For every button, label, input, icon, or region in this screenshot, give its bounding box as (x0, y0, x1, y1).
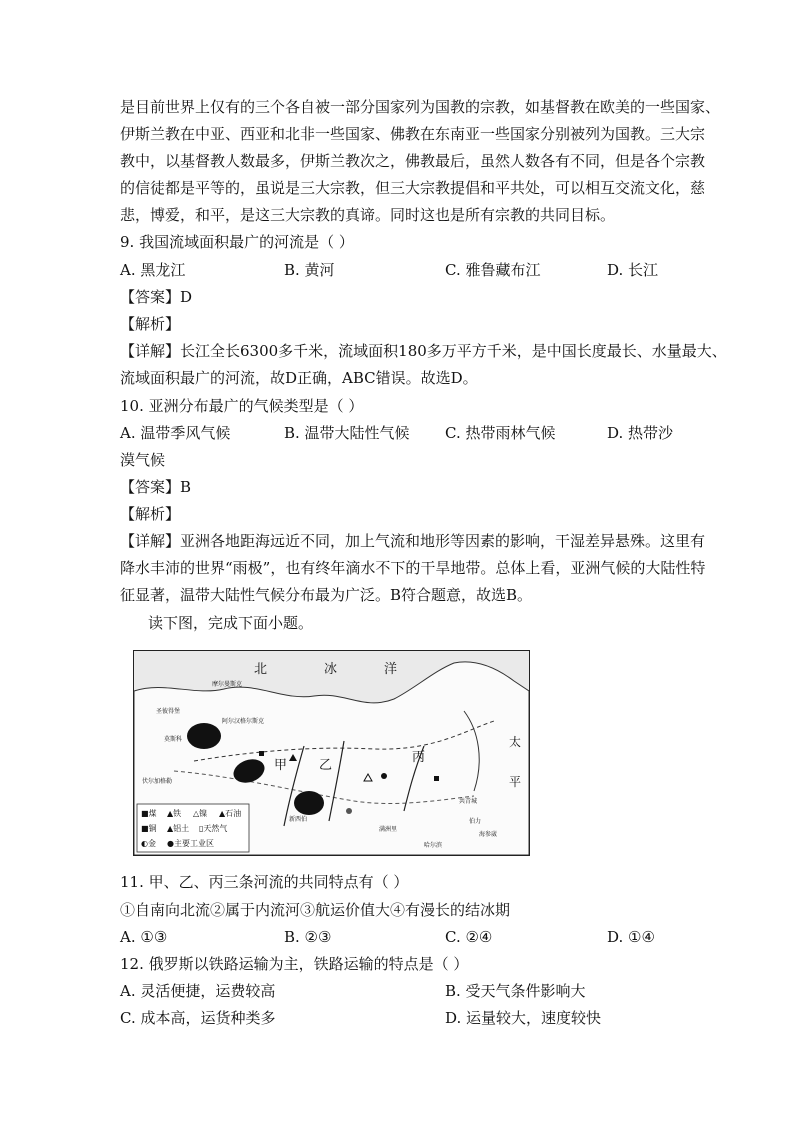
place-label-novosibirsk: 新西伯 (289, 816, 308, 823)
q11-option-b[interactable]: B. ②③ (284, 928, 332, 946)
river-label-yi: 乙 (319, 758, 333, 773)
q9-stem: 9. 我国流域面积最广的河流是（ ） (120, 233, 354, 251)
place-label-vladivostok: 海参崴 (479, 831, 498, 838)
q12-option-a[interactable]: A. 灵活便捷，运费较高 (120, 982, 276, 1000)
legend-item-gold: ◐金 (141, 839, 156, 848)
intro-line-3: 教中，以基督教人数最多，伊斯兰教次之，佛教最后，虽然人数各有不同，但是各个宗教 (120, 152, 706, 170)
legend-item-gas: ▯天然气 (199, 824, 228, 833)
q10-detail-line-2: 降水丰沛的世界“雨极”，也有终年滴水不下的干旱地带。总体上看，亚洲气候的大陆性特 (120, 559, 706, 577)
q10-stem: 10. 亚洲分布最广的气候类型是（ ） (120, 397, 364, 415)
russia-map (133, 650, 530, 856)
q9-option-d[interactable]: D. 长江 (607, 261, 659, 279)
map-instruction: 读下图，完成下面小题。 (148, 614, 314, 632)
ocean-label-char-3: 洋 (384, 662, 398, 677)
pacific-label-char-1: 太 (509, 735, 522, 749)
ocean-label-char-2: 冰 (324, 662, 338, 677)
intro-line-2: 伊斯兰教在中亚、西亚和北非一些国家、佛教在东南亚一些国家分别被列为国教。三大宗 (120, 125, 706, 143)
q12-option-b[interactable]: B. 受天气条件影响大 (445, 982, 586, 1000)
q12-option-c[interactable]: C. 成本高，运货种类多 (120, 1009, 276, 1027)
place-label-volgograd: 伏尔加格勒 (142, 778, 173, 785)
legend-item-industrial-zone: ●主要工业区 (167, 839, 214, 848)
q11-option-c[interactable]: C. ②④ (445, 928, 493, 946)
q9-analysis-label: 【解析】 (120, 315, 181, 333)
place-label-murmansk: 摩尔曼斯克 (212, 681, 243, 688)
place-label-st-petersburg: 圣彼得堡 (156, 708, 181, 715)
river-label-bing: 丙 (412, 750, 426, 765)
place-label-harbin: 哈尔滨 (424, 842, 443, 849)
intro-line-4: 的信徒都是平等的，虽说是三大宗教，但三大宗教提倡和平共处，可以相互交流文化，慈 (120, 179, 706, 197)
q11-statements: ①自南向北流②属于内流河③航运价值大④有漫长的结冰期 (120, 901, 511, 919)
q12-stem: 12. 俄罗斯以铁路运输为主，铁路运输的特点是（ ） (120, 955, 469, 973)
legend-item-oil: ▲石油 (219, 809, 242, 818)
q10-option-d-wrap: 漠气候 (120, 451, 166, 469)
legend-item-bauxite: ▲铝土 (167, 824, 190, 833)
q11-option-a[interactable]: A. ①③ (120, 928, 168, 946)
ocean-label-char-1: 北 (254, 662, 268, 677)
q9-option-c[interactable]: C. 雅鲁藏布江 (445, 261, 541, 279)
place-label-arkhangelsk: 阿尔汉格尔斯克 (222, 718, 265, 725)
legend-item-coal: ■煤 (141, 809, 157, 818)
place-label-komsomolsk: 共青城 (459, 798, 478, 805)
q10-option-b[interactable]: B. 温带大陆性气候 (284, 424, 410, 442)
q9-answer: 【答案】D (120, 288, 193, 306)
place-label-moscow: 莫斯科 (164, 736, 183, 743)
legend-item-nickel: △镍 (193, 809, 208, 818)
q10-detail-line-1: 【详解】亚洲各地距海远近不同，加上气流和地形等因素的影响，干湿差异悬殊。这里有 (120, 532, 706, 550)
intro-line-1: 是目前世界上仅有的三个各自被一部分国家列为国教的宗教，如基督教在欧美的一些国家、 (120, 98, 721, 116)
intro-line-5: 悲，博爱，和平，是这三大宗教的真谛。同时这也是所有宗教的共同目标。 (120, 206, 616, 224)
legend-item-iron: ▲铁 (167, 809, 182, 818)
pacific-label-char-2: 平 (509, 775, 522, 789)
q10-answer: 【答案】B (120, 478, 192, 496)
q11-stem: 11. 甲、乙、丙三条河流的共同特点有（ ） (120, 873, 409, 891)
place-label-manzhouli: 满洲里 (379, 826, 398, 833)
river-label-jia: 甲 (274, 758, 288, 773)
q9-option-b[interactable]: B. 黄河 (284, 261, 335, 279)
q11-option-d[interactable]: D. ①④ (607, 928, 655, 946)
q10-analysis-label: 【解析】 (120, 505, 181, 523)
place-label-khabarovsk: 伯力 (469, 818, 482, 825)
q9-detail-line-1: 【详解】长江全长6300多千米，流域面积180多万平方千米，是中国长度最长、水量最大、 (120, 342, 727, 360)
q10-detail-line-3: 征显著，温带大陆性气候分布最为广泛。B符合题意，故选B。 (120, 586, 533, 604)
q10-option-a[interactable]: A. 温带季风气候 (120, 424, 231, 442)
q9-detail-line-2: 流域面积最广的河流，故D正确，ABC错误。故选D。 (120, 369, 478, 387)
q10-option-d[interactable]: D. 热带沙 (607, 424, 674, 442)
legend-item-copper: ■铜 (141, 824, 157, 833)
q9-option-a[interactable]: A. 黑龙江 (120, 261, 186, 279)
q12-option-d[interactable]: D. 运量较大，速度较快 (445, 1009, 602, 1027)
q10-option-c[interactable]: C. 热带雨林气候 (445, 424, 556, 442)
